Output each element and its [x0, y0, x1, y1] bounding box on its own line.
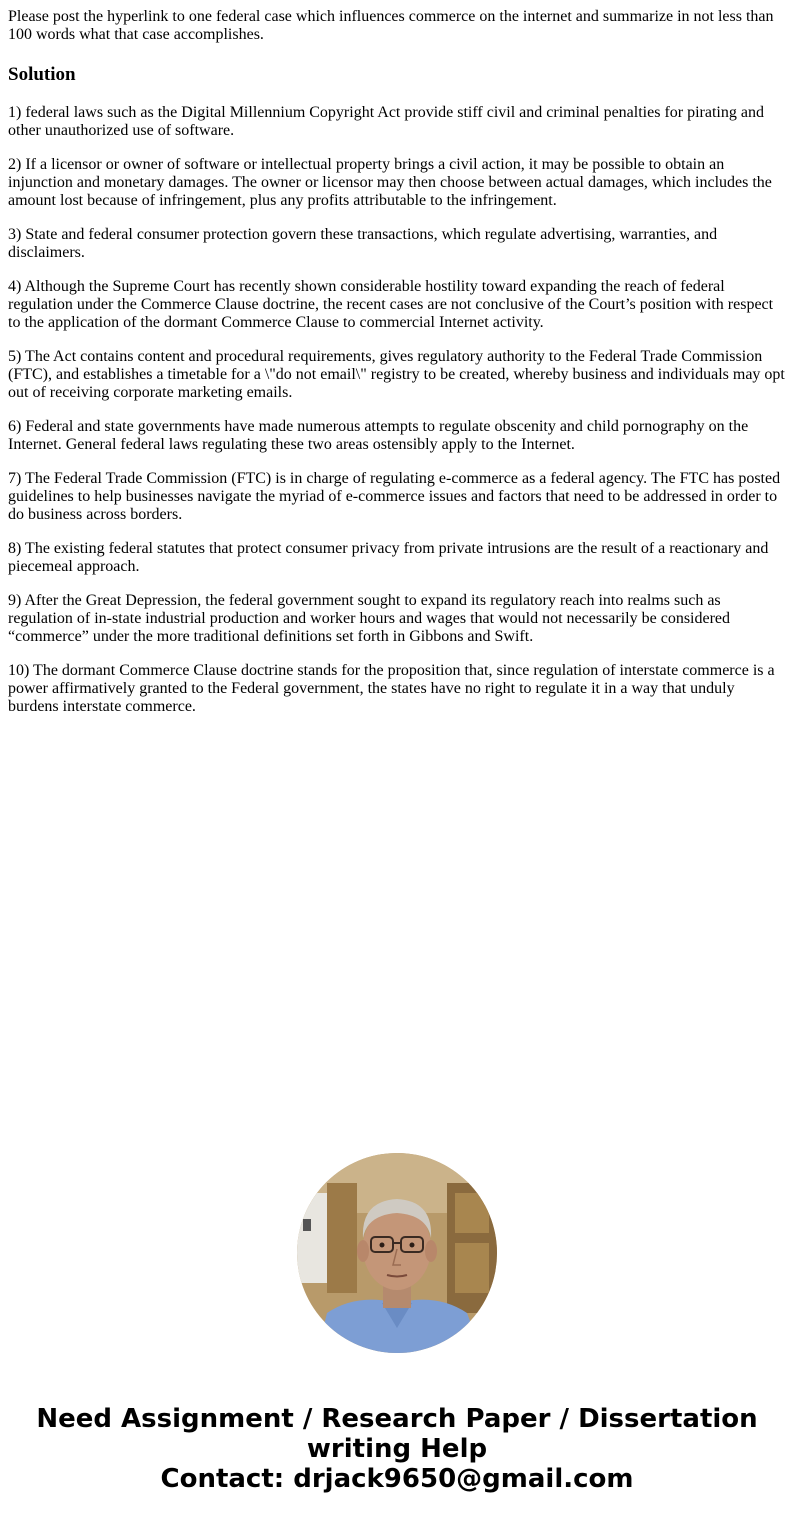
answer-item-9: 9) After the Great Depression, the federal government sought to expand its regulatory reach into realms such as regulation of in-state industrial production and worker hours and wages that would not necessarily be considered “commerce” under the more traditional definitions set forth in Gibbons and Swift. [8, 592, 731, 645]
promo-line-2: writing Help [306, 1434, 488, 1464]
answer-item-8: 8) The existing federal statutes that protect consumer privacy from private intrusions are the result of a reactionary and piecemeal approach. [8, 540, 769, 575]
answer-item-5: 5) The Act contains content and procedural requirements, gives regulatory authority to the Federal Trade Commission (FTC), and establishes a timetable for a \"do not email\" registry to be created, whereby business and individuals may opt out of receiving corporate marketing emails. [8, 348, 785, 401]
question-text: Please post the hyperlink to one federal case which influences commerce on the internet and summarize in not less than 100 words what that case accomplishes. [8, 8, 774, 43]
promo-line-1: Need Assignment / Research Paper / Dissertation [36, 1404, 758, 1434]
promo-contact-line: Contact: drjack9650@gmail.com [160, 1464, 634, 1494]
promo-footer [0, 1404, 794, 1494]
answer-item-7: 7) The Federal Trade Commission (FTC) is in charge of regulating e-commerce as a federal agency. The FTC has posted guidelines to help businesses navigate the myriad of e-commerce issues and factors that need to be addressed in order to do business across borders. [8, 470, 781, 523]
author-avatar [297, 1153, 497, 1353]
document-content [8, 8, 786, 732]
answer-item-3: 3) State and federal consumer protection govern these transactions, which regulate advertising, warranties, and disclaimers. [8, 226, 718, 261]
answer-item-2: 2) If a licensor or owner of software or intellectual property brings a civil action, it may be possible to obtain an injunction and monetary damages. The owner or licensor may then choose between actual damages, which includes the amount lost because of infringement, plus any profits attributable to the infringement. [8, 156, 772, 209]
answer-item-10: 10) The dormant Commerce Clause doctrine stands for the proposition that, since regulation of interstate commerce is a power affirmatively granted to the Federal government, the states have no right to regulate it in a way that unduly burdens interstate commerce. [8, 662, 775, 715]
answer-item-4: 4) Although the Supreme Court has recently shown considerable hostility toward expanding the reach of federal regulation under the Commerce Clause doctrine, the recent cases are not conclusive of the Court’s position with respect to the application of the dormant Commerce Clause to commercial Internet activity. [8, 278, 774, 331]
solution-heading: Solution [8, 64, 76, 85]
author-portrait-image [297, 1153, 497, 1353]
answer-item-1: 1) federal laws such as the Digital Millennium Copyright Act provide stiff civil and criminal penalties for pirating and other unauthorized use of software. [8, 104, 764, 139]
answer-item-6: 6) Federal and state governments have made numerous attempts to regulate obscenity and child pornography on the Internet. General federal laws regulating these two areas ostensibly apply to the Internet. [8, 418, 749, 453]
